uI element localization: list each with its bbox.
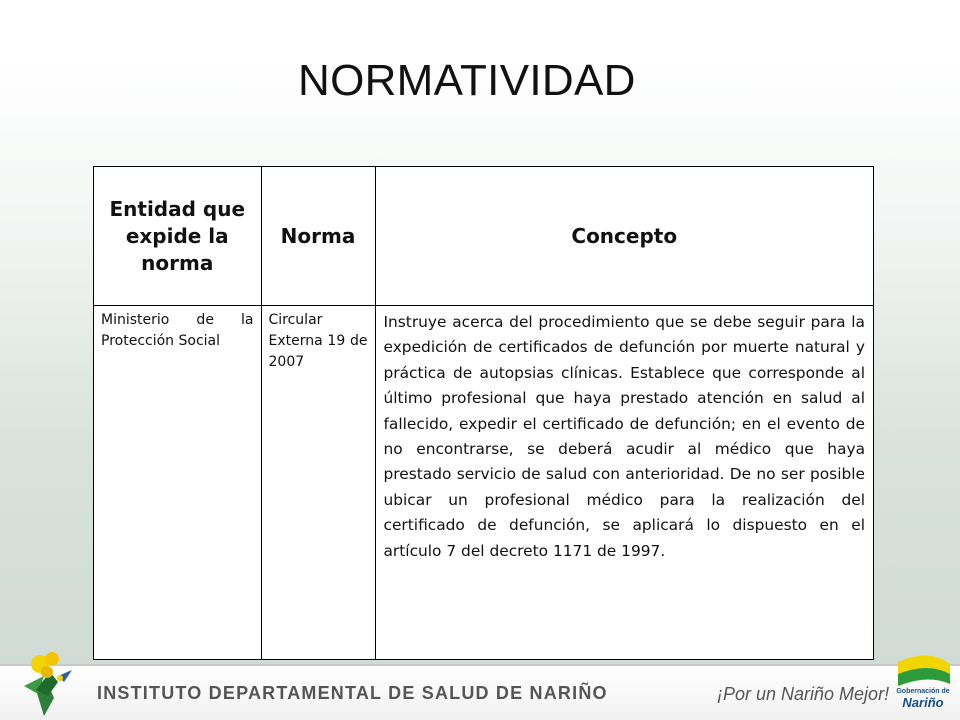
cell-entidad: Ministerio de la Protección Social: [94, 306, 261, 660]
normatividad-table: [94, 167, 873, 659]
header-norma: Norma: [261, 167, 375, 306]
bird-flower-logo-icon: [14, 646, 84, 716]
slogan: ¡Por un Nariño Mejor!: [717, 684, 890, 704]
slide-title: NORMATIVIDAD: [298, 56, 636, 105]
header-concepto: Concepto: [375, 167, 873, 306]
cell-concepto: Instruye acerca del procedimiento que se debe seguir para la expedición de certificados de defunción por muerte natural y práctica de autopsias clínicas. Establece que corresponde al último profesional que haya prestado atención en salud al fallecido, expedir el certificado de defunción; en el evento de no encontrarse, se deberá acudir al médico que haya prestado servicio de salud con anterioridad. De no ser posible ubicar un profesional médico para la realización del certificado de defunción, se aplicará lo dispuesto en el artículo 7 del decreto 1171 de 1997.: [375, 306, 873, 660]
gobernacion-wordmark: [888, 688, 958, 710]
normatividad-table-container: [93, 166, 874, 660]
table-header-row: [94, 167, 873, 306]
cell-norma: Circular Externa 19 de 2007: [261, 306, 375, 660]
institute-name: INSTITUTO DEPARTAMENTAL DE SALUD DE NARIÑO: [97, 683, 608, 703]
table-row: [94, 306, 873, 660]
header-entidad: Entidad que expide la norma: [94, 167, 261, 306]
narino-label: Nariño: [902, 695, 944, 710]
gobernacion-label: Gobernación de: [896, 688, 950, 695]
